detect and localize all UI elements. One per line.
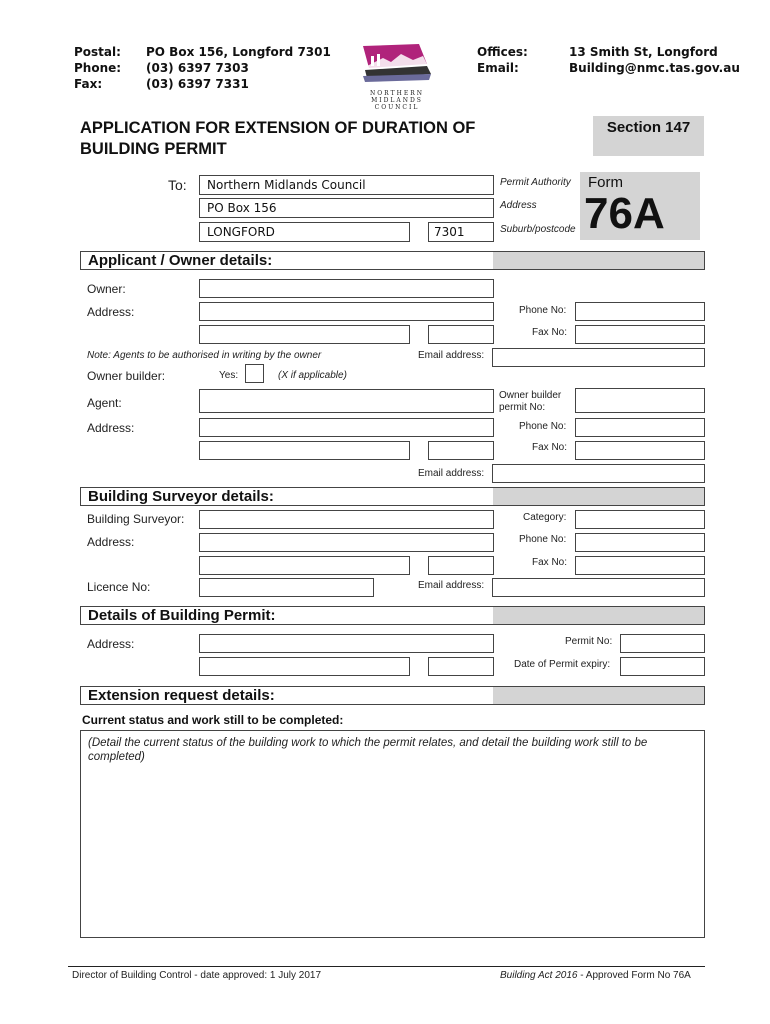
owner-suburb-field[interactable] — [199, 325, 410, 344]
section-badge — [593, 116, 704, 156]
surveyor-category-label: Category: — [523, 512, 567, 523]
ob-permit-field[interactable] — [575, 388, 705, 413]
council-logo-mark — [361, 44, 433, 84]
postal-label: Postal: — [74, 45, 121, 59]
current-status-label: Current status and work still to be completed: — [82, 713, 344, 727]
permit-expiry-label: Date of Permit expiry: — [514, 659, 611, 670]
fax-label: Fax: — [74, 77, 103, 91]
permit-authority-value: Northern Midlands Council — [207, 178, 366, 192]
permit-postcode-field[interactable] — [428, 657, 494, 676]
logo-text-council: COUNCIL — [374, 104, 420, 111]
permit-section-bar — [80, 606, 705, 625]
owner-phone-label: Phone No: — [519, 305, 567, 316]
owner-address-field[interactable] — [199, 302, 494, 321]
footer-approval: Director of Building Control - date approved: 1 July 2017 — [72, 970, 322, 981]
ob-permit-label-line-1: Owner builder — [499, 390, 562, 401]
surveyor-fax-field[interactable] — [575, 556, 705, 575]
surveyor-name-field[interactable] — [199, 510, 494, 529]
surveyor-section-bar — [80, 487, 705, 506]
footer-form-reference — [500, 970, 691, 981]
suburb-postcode-hint: Suburb/postcode — [500, 224, 576, 235]
surveyor-address-field[interactable] — [199, 533, 494, 552]
email-value[interactable]: Building@nmc.tas.gov.au — [569, 61, 740, 75]
applicant-section-bar — [80, 251, 705, 270]
logo-text-northern: NORTHERN — [370, 90, 424, 97]
surveyor-email-label: Email address: — [418, 580, 485, 591]
agent-email-label: Email address: — [418, 468, 485, 479]
surveyor-section-title: Building Surveyor details: — [88, 488, 274, 505]
agent-fax-field[interactable] — [575, 441, 705, 460]
footer-form-no: - Approved Form No 76A — [577, 970, 691, 981]
office-labels — [477, 44, 528, 76]
authority-suburb-value: LONGFORD — [207, 225, 275, 239]
phone-value: (03) 6397 7303 — [146, 61, 249, 75]
owner-label: Owner: — [87, 282, 126, 296]
owner-builder-hint: (X if applicable) — [278, 370, 347, 381]
surveyor-name-label: Building Surveyor: — [87, 512, 185, 526]
owner-builder-label: Owner builder: — [87, 369, 166, 383]
address-hint: Address — [500, 200, 537, 211]
to-label: To: — [168, 177, 187, 193]
applicant-section-title: Applicant / Owner details: — [88, 252, 273, 269]
footer-act-name: Building Act 2016 — [500, 970, 578, 981]
extension-section-bar — [80, 686, 705, 705]
owner-builder-yes-label: Yes: — [219, 370, 239, 381]
owner-email-label: Email address: — [418, 350, 485, 361]
permit-suburb-field[interactable] — [199, 657, 410, 676]
agent-address-label: Address: — [87, 421, 135, 435]
agent-fax-label: Fax No: — [532, 442, 568, 453]
licence-label: Licence No: — [87, 580, 151, 594]
authority-postcode-value: 7301 — [434, 225, 465, 239]
owner-fax-field[interactable] — [575, 325, 705, 344]
agent-phone-label: Phone No: — [519, 421, 567, 432]
owner-fax-label: Fax No: — [532, 327, 568, 338]
permit-section-title: Details of Building Permit: — [88, 607, 276, 624]
owner-phone-field[interactable] — [575, 302, 705, 321]
surveyor-phone-field[interactable] — [575, 533, 705, 552]
surveyor-category-field[interactable] — [575, 510, 705, 529]
permit-number-label: Permit No: — [565, 636, 613, 647]
permit-expiry-field[interactable] — [620, 657, 705, 676]
owner-postcode-field[interactable] — [428, 325, 494, 344]
fax-value: (03) 6397 7331 — [146, 77, 249, 91]
ob-permit-label-line-2: permit No: — [499, 402, 546, 413]
agent-note: Note: Agents to be authorised in writing by the owner — [87, 350, 322, 361]
logo-text-midlands: MIDLANDS — [371, 97, 423, 104]
surveyor-address-label: Address: — [87, 535, 135, 549]
permit-address-field[interactable] — [199, 634, 494, 653]
email-label: Email: — [477, 61, 519, 75]
offices-label: Offices: — [477, 45, 528, 59]
current-status-hint: (Detail the current status of the building work to which the permit relates, and detail the building work still to be completed) — [88, 737, 648, 763]
agent-phone-field[interactable] — [575, 418, 705, 437]
postal-value: PO Box 156, Longford 7301 — [146, 45, 331, 59]
offices-value: 13 Smith St, Longford — [569, 45, 718, 59]
owner-builder-checkbox[interactable] — [245, 364, 264, 383]
permit-address-label: Address: — [87, 637, 135, 651]
council-logo — [361, 44, 433, 111]
owner-address-label: Address: — [87, 305, 135, 319]
agent-address-field[interactable] — [199, 418, 494, 437]
surveyor-suburb-field[interactable] — [199, 556, 410, 575]
contact-labels — [74, 44, 121, 92]
title-line-2: BUILDING PERMIT — [80, 140, 227, 158]
extension-section-title: Extension request details: — [88, 687, 275, 704]
owner-field[interactable] — [199, 279, 494, 298]
agent-email-field[interactable] — [492, 464, 705, 483]
surveyor-postcode-field[interactable] — [428, 556, 494, 575]
ob-permit-label — [499, 390, 561, 414]
section-number: Section 147 — [606, 119, 691, 136]
form-number: 76A — [584, 189, 665, 238]
owner-email-field[interactable] — [492, 348, 705, 367]
surveyor-phone-label: Phone No: — [519, 534, 567, 545]
page-title — [80, 118, 475, 160]
office-values — [569, 44, 740, 76]
permit-number-field[interactable] — [620, 634, 705, 653]
title-line-1: APPLICATION FOR EXTENSION OF DURATION OF — [80, 119, 476, 137]
form-label: Form — [588, 174, 623, 191]
agent-field[interactable] — [199, 389, 494, 413]
current-status-textarea[interactable] — [80, 730, 705, 938]
surveyor-fax-label: Fax No: — [532, 557, 568, 568]
contact-values — [146, 44, 331, 92]
phone-label: Phone: — [74, 61, 122, 75]
agent-label: Agent: — [87, 396, 122, 410]
agent-postcode-field[interactable] — [428, 441, 494, 460]
footer-divider — [68, 966, 705, 967]
permit-authority-hint: Permit Authority — [500, 177, 571, 188]
form-number-badge — [580, 172, 700, 240]
agent-suburb-field[interactable] — [199, 441, 410, 460]
authority-address-value: PO Box 156 — [207, 201, 277, 215]
surveyor-email-field[interactable] — [492, 578, 705, 597]
licence-field[interactable] — [199, 578, 374, 597]
